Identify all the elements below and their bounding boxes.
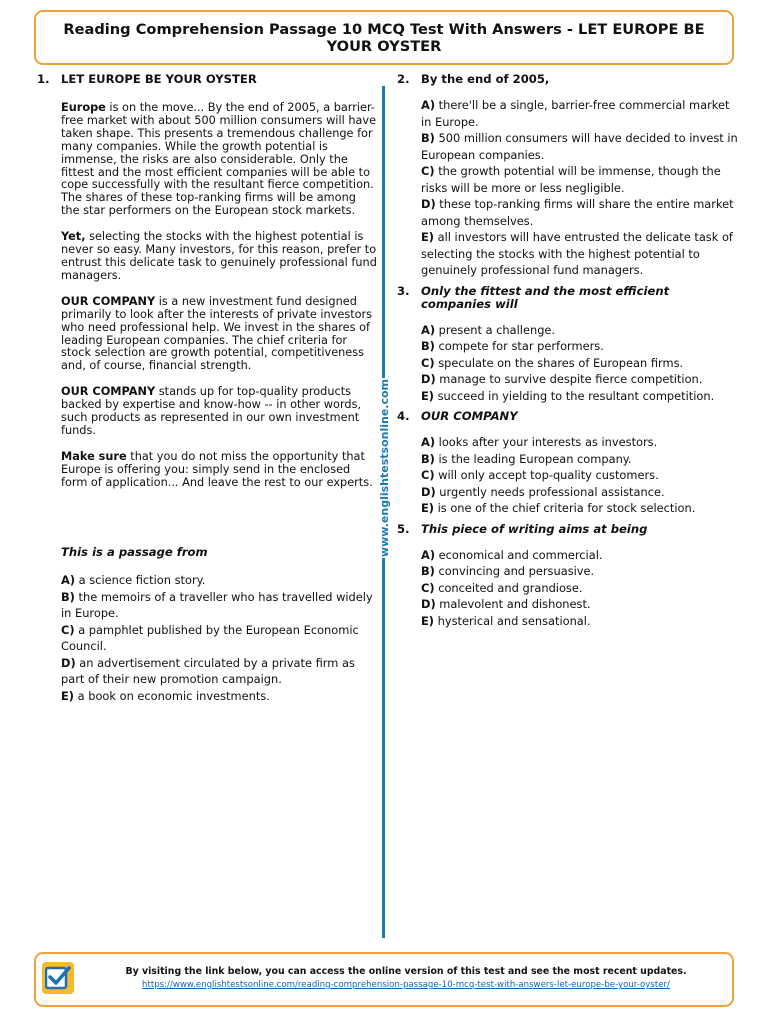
option-letter: A): [421, 435, 436, 449]
checkmark-logo-icon: [42, 962, 74, 994]
option-text: speculate on the shares of European firms.: [434, 355, 684, 370]
option-text: there'll be a single, barrier-free commercial market in Europe.: [421, 98, 730, 129]
option-item[interactable]: [61, 589, 379, 622]
passage-paragraph: [61, 231, 377, 283]
question-header: [397, 523, 742, 536]
option-text: succeed in yielding to the resultant competition.: [434, 388, 715, 403]
option-letter: D): [421, 484, 436, 499]
option-text: manage to survive despite fierce competition.: [435, 372, 703, 386]
option-text: compete for star performers.: [434, 339, 604, 353]
passage-paragraph: [61, 386, 377, 438]
question-1-options: [61, 572, 379, 704]
watermark: [376, 378, 392, 558]
option-item[interactable]: [421, 596, 742, 613]
option-text: hysterical and sensational.: [434, 613, 591, 628]
question-stem: OUR COMPANY: [421, 409, 518, 423]
option-item[interactable]: [421, 371, 742, 388]
option-item[interactable]: [421, 196, 742, 229]
question-1-stem: This is a passage from: [61, 545, 208, 559]
question-header: [397, 285, 742, 311]
option-text: the growth potential will be immense, though the risks will be more or less negligible.: [421, 164, 721, 195]
paragraph-lead: OUR COMPANY: [61, 385, 156, 399]
question-block: [397, 523, 742, 630]
passage-heading: LET EUROPE BE YOUR OYSTER: [61, 72, 257, 86]
option-letter: D): [421, 372, 436, 386]
option-text: convincing and persuasive.: [434, 564, 595, 578]
paragraph-text: is a new investment fund designed primarily to look after the interests of private investors who need professional help. We invest in the shares of leading European companies. The chief criteria for stock selection are growth potential, competitiveness and, of course, financial strength.: [61, 294, 373, 373]
option-item[interactable]: [421, 547, 742, 564]
option-letter: C): [421, 580, 435, 595]
passage-paragraph: [61, 296, 377, 373]
question-stem: This piece of writing aims at being: [421, 521, 648, 536]
option-item[interactable]: [421, 451, 742, 468]
option-letter: B): [421, 451, 435, 466]
question-stem: Only the fittest and the most efficient companies will: [421, 283, 670, 311]
passage-paragraph: [61, 102, 377, 218]
option-text: economical and commercial.: [435, 547, 603, 562]
paragraph-lead: OUR COMPANY: [61, 294, 156, 308]
question-options: [421, 322, 742, 405]
option-text: urgently needs professional assistance.: [435, 484, 665, 499]
option-item[interactable]: [421, 130, 742, 163]
option-letter: C): [421, 468, 435, 482]
paragraph-lead: Yet,: [61, 230, 86, 244]
option-text: all investors will have entrusted the delicate task of selecting the stocks with the highest potential to genuinely professional fund managers.: [421, 230, 733, 277]
option-item[interactable]: [61, 622, 379, 655]
option-text: a science fiction story.: [75, 573, 206, 587]
paragraph-text: stands up for top-quality products backed by expertise and know-how -- in other words, such products as represented in our own investment funds.: [61, 385, 362, 437]
question-block: [397, 410, 742, 517]
option-item[interactable]: [421, 484, 742, 501]
option-item[interactable]: [421, 355, 742, 372]
right-column: [397, 73, 742, 635]
option-letter: E): [421, 230, 434, 244]
option-text: conceited and grandiose.: [434, 580, 583, 595]
option-letter: B): [421, 339, 435, 353]
question-header: [397, 73, 742, 86]
option-item[interactable]: [421, 229, 742, 279]
option-item[interactable]: [421, 563, 742, 580]
option-text: will only accept top-quality customers.: [434, 468, 659, 482]
option-item[interactable]: [421, 338, 742, 355]
option-letter: C): [61, 622, 75, 637]
option-letter: A): [421, 547, 436, 562]
paragraph-text: selecting the stocks with the highest potential is never so easy. Many investors, for this reason, prefer to entrust this delicate task to genuinely professional fund managers.: [61, 230, 377, 282]
footer-text: By visiting the link below, you can access the online version of this test and see the most recent updates.: [125, 966, 687, 977]
title-box: [34, 10, 734, 65]
option-text: a book on economic investments.: [74, 688, 270, 703]
option-letter: E): [61, 688, 74, 703]
watermark-text: www.englishtestsonline.com: [377, 378, 391, 558]
option-letter: A): [61, 573, 76, 587]
question-options: [421, 547, 742, 630]
option-text: is the leading European company.: [434, 451, 632, 466]
page-title: Reading Comprehension Passage 10 MCQ Test With Answers - LET EUROPE BE YOUR OYSTER: [63, 20, 705, 55]
question-options: [421, 97, 742, 279]
option-item[interactable]: [421, 434, 742, 451]
question-1-header: [37, 73, 377, 86]
passage-paragraph: [61, 451, 377, 490]
question-number: 3.: [397, 283, 410, 298]
option-item[interactable]: [421, 580, 742, 597]
question-number: 1.: [37, 72, 50, 86]
option-item[interactable]: [61, 655, 379, 688]
option-text: malevolent and dishonest.: [435, 597, 591, 611]
paragraph-text: that you do not miss the opportunity that Europe is offering you: simply send in the enclosed form of application... And leave the rest to our experts.: [61, 449, 373, 489]
question-stem: By the end of 2005,: [421, 72, 550, 86]
paragraph-text: is on the move... By the end of 2005, a barrier-free market with about 500 million consumers will have taken shape. This presents a tremendous challenge for many companies. While the growth potential is immense, the risks are also considerable. Only the fittest and the most efficient companies will be able to cope successfully with the resultant fierce competition. The shares of these top-ranking firms will be among the star performers on the European stock markets.: [61, 101, 377, 218]
option-item[interactable]: [421, 97, 742, 130]
question-number: 5.: [397, 521, 410, 536]
option-text: present a challenge.: [435, 322, 556, 337]
option-letter: D): [421, 597, 436, 611]
question-block: [397, 73, 742, 279]
option-item[interactable]: [421, 613, 742, 630]
question-number: 2.: [397, 72, 410, 86]
option-letter: D): [61, 655, 76, 670]
option-letter: C): [421, 164, 435, 178]
option-item[interactable]: [421, 500, 742, 517]
option-item[interactable]: [421, 388, 742, 405]
option-letter: B): [61, 589, 75, 604]
left-column: [37, 73, 377, 503]
option-text: is one of the chief criteria for stock selection.: [434, 501, 696, 515]
footer-box: [34, 952, 734, 1007]
option-letter: B): [421, 564, 435, 578]
paragraph-lead: Make sure: [61, 449, 127, 463]
option-letter: C): [421, 355, 435, 370]
online-test-link[interactable]: https://www.englishtestsonline.com/reading-comprehension-passage-10-mcq-test-with-answers-let-europe-be-your-oyster/: [142, 980, 670, 990]
option-letter: E): [421, 501, 434, 515]
option-text: a pamphlet published by the European Economic Council.: [61, 622, 359, 653]
option-text: looks after your interests as investors.: [435, 435, 658, 449]
question-options: [421, 434, 742, 517]
option-text: the memoirs of a traveller who has travelled widely in Europe.: [61, 589, 373, 620]
question-block: [397, 285, 742, 405]
option-text: an advertisement circulated by a private firm as part of their new promotion campaign.: [61, 655, 355, 686]
option-item[interactable]: [61, 572, 379, 589]
option-text: 500 million consumers will have decided to invest in European companies.: [421, 131, 738, 162]
paragraph-lead: Europe: [61, 101, 106, 114]
passage: [61, 102, 377, 490]
option-text: these top-ranking firms will share the entire market among themselves.: [421, 197, 734, 228]
question-header: [397, 410, 742, 423]
option-letter: E): [421, 388, 434, 403]
option-letter: A): [421, 322, 436, 337]
option-letter: A): [421, 98, 436, 112]
option-letter: D): [421, 197, 436, 211]
option-letter: E): [421, 613, 434, 628]
option-letter: B): [421, 131, 435, 145]
question-number: 4.: [397, 409, 410, 423]
option-item[interactable]: [421, 163, 742, 196]
option-item[interactable]: [421, 322, 742, 339]
option-item[interactable]: [61, 688, 379, 705]
option-item[interactable]: [421, 467, 742, 484]
